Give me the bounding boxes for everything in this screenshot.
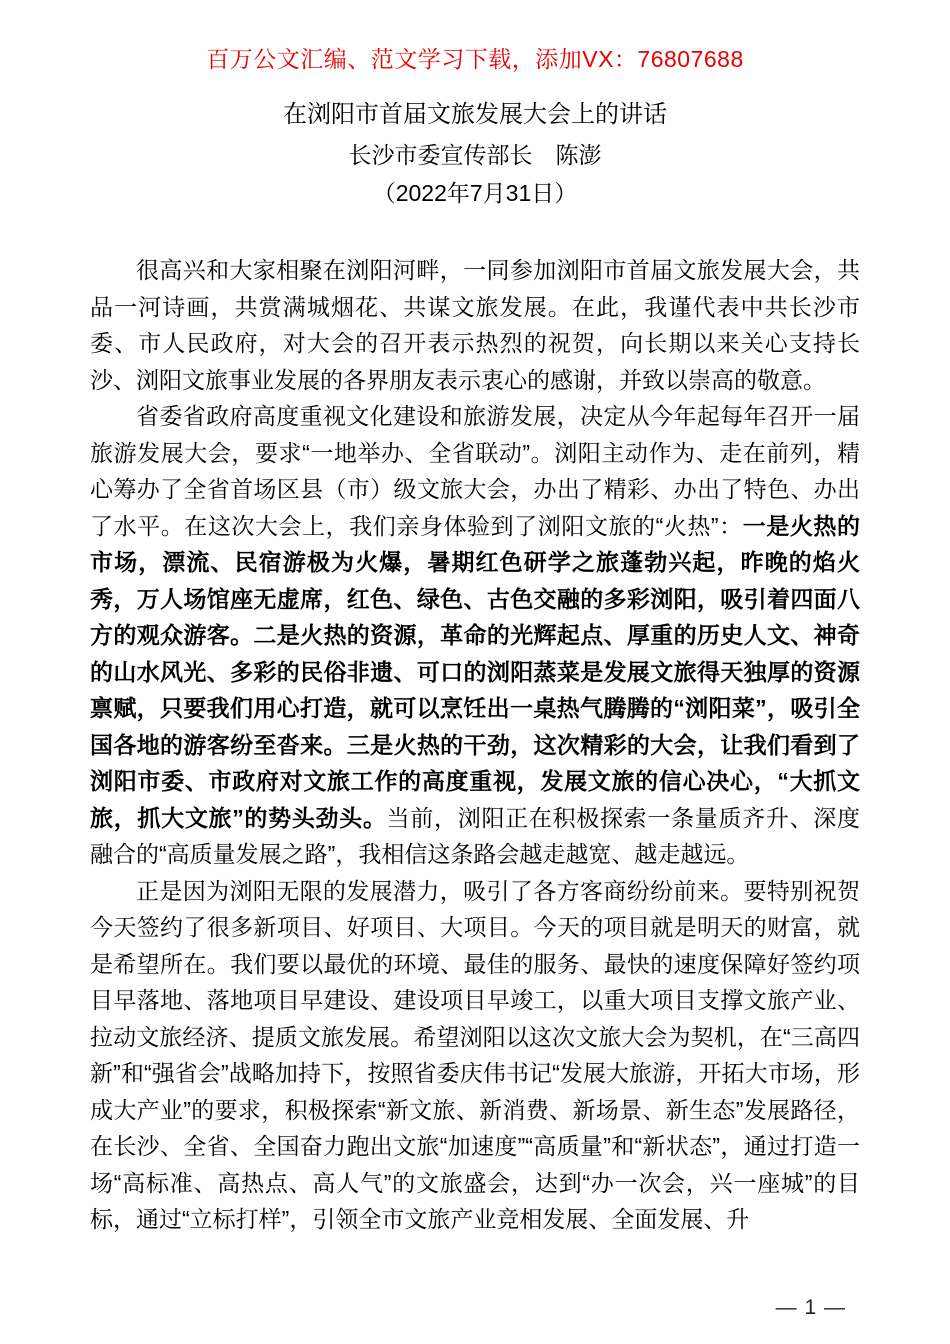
promo-notice-text: 百万公文汇编、范文学习下载，添加VX：76807688 (206, 46, 744, 72)
text-segment: 省委省政府高度重视文化建设和旅游发展，决定从今年起每年召开一届旅游发展大会，要求“一地举办、全省联动”。浏阳主动作为、走在前列，精心筹办了全省首场区县（市）级文旅大会，办出了精彩、办出了特色、办出了水平。在这次大会上，我们亲身体验到了浏阳文旅的“火热”： (90, 403, 860, 539)
text-segment: 正是因为浏阳无限的发展潜力，吸引了各方客商纷纷前来。要特别祝贺今天签约了很多新项目、好项目、大项目。今天的项目就是明天的财富，就是希望所在。我们要以最优的环境、最佳的服务、最快的速度保障好签约项目早落地、落地项目早建设、建设项目早竣工，以重大项目支撑文旅产业、拉动文旅经济、提质文旅发展。希望浏阳以这次文旅大会为契机，在“三高四新”和“强省会”战略加持下，按照省委庆伟书记“发展大旅游，开拓大市场，形成大产业”的要求，积极探索“新文旅、新消费、新场景、新生态”发展路径，在长沙、全省、全国奋力跑出文旅“加速度”“高质量”和“新状态”，通过打造一场“高标准、高热点、高人气”的文旅盛会，达到“办一次会，兴一座城”的目标，通过“立标打样”，引领全市文旅产业竞相发展、全面发展、升 (90, 877, 860, 1232)
document-body (90, 252, 860, 1238)
bold-text-segment: 一是火热的市场，漂流、民宿游极为火爆，暑期红色研学之旅蓬勃兴起，昨晚的焰火秀，万人场馆座无虚席，红色、绿色、古色交融的多彩浏阳，吸引着四面八方的观众游客。二是火热的资源，革命的光辉起点、厚重的历史人文、神奇的山水风光、多彩的民俗非遗、可口的浏阳蒸菜是发展文旅得天独厚的资源禀赋，只要我们用心打造，就可以烹饪出一桌热气腾腾的“浏阳菜”，吸引全国各地的游客纷至沓来。三是火热的干劲，这次精彩的大会，让我们看到了浏阳市委、市政府对文旅工作的高度重视，发展文旅的信心决心，“大抓文旅，抓大文旅”的势头劲头。 (90, 512, 860, 831)
body-paragraph (90, 252, 860, 398)
text-segment: 当前，浏阳正在积极探索一条量质齐升、深度融合的“高质量发展之路”，我相信这条路会越走越宽、越走越远。 (90, 804, 860, 867)
body-paragraph (90, 398, 860, 873)
document-dateline: （2022年7月31日） (372, 180, 578, 206)
document-title: 在浏阳市首届文旅发展大会上的讲话 (283, 101, 667, 128)
document-byline: 长沙市委宣传部长 陈澎 (348, 142, 602, 168)
text-segment: 很高兴和大家相聚在浏阳河畔，一同参加浏阳市首届文旅发展大会，共品一河诗画，共赏满城烟花、共谋文旅发展。在此，我谨代表中共长沙市委、市人民政府，对大会的召开表示热烈的祝贺，向长期以来关心支持长沙、浏阳文旅事业发展的各界朋友表示衷心的感谢，并致以崇高的敬意。 (90, 257, 860, 393)
page-number: — 1 — (775, 1296, 846, 1319)
body-paragraph (90, 873, 860, 1238)
